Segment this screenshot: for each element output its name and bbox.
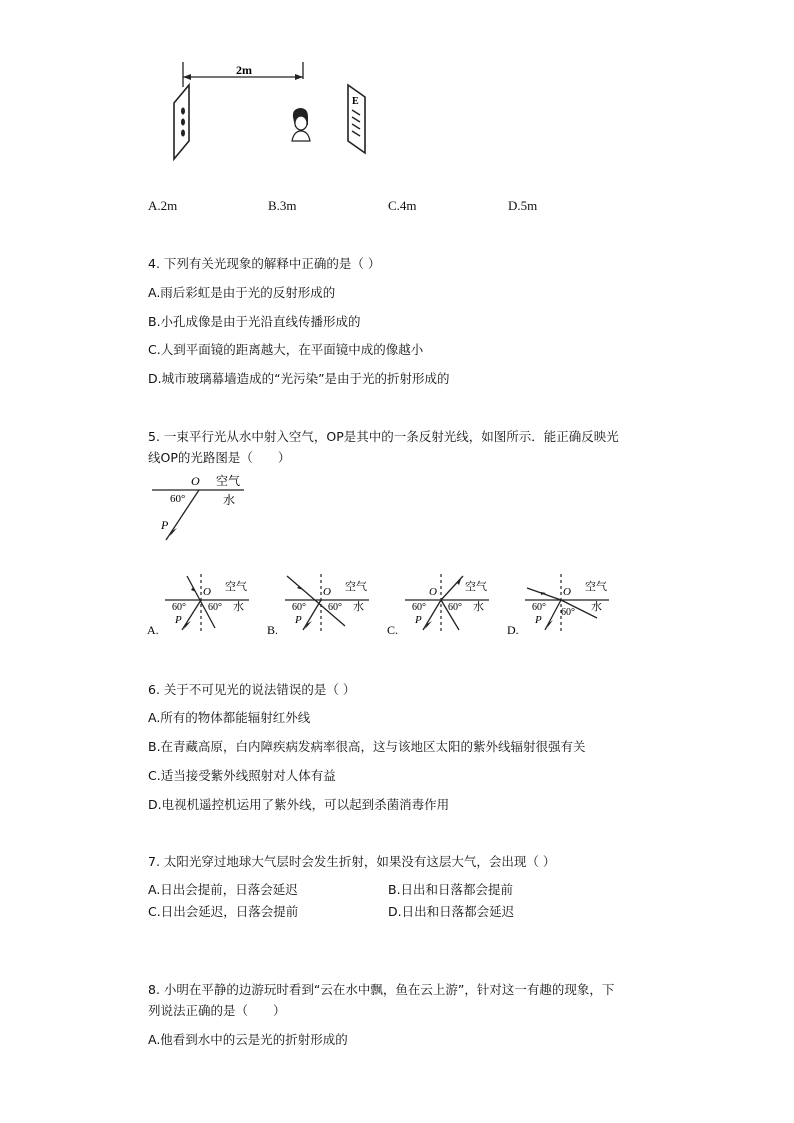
q5-diagram-b-angle-right: 60°: [328, 602, 342, 613]
q5-diagram-a-water-label: 水: [233, 600, 244, 613]
q8-stem-line2: 列说法正确的是（ ）: [148, 1003, 286, 1018]
q3-figure: [160, 55, 390, 165]
q5-diagram-a-label: A.: [147, 623, 159, 637]
q5-diagram-d-o-label: O: [563, 586, 571, 598]
q5-diagram-b-p-label: P: [295, 614, 302, 626]
q3-option-b: B.3m: [268, 198, 297, 213]
q4-stem: 4. 下列有关光现象的解释中正确的是（ ）: [148, 256, 381, 271]
q5-diagram-c-air-label: 空气: [465, 580, 487, 593]
q5-main-angle-label: 60°: [170, 493, 186, 505]
q5-diagram-a-angle-left: 60°: [172, 602, 186, 613]
q7-stem: 7. 太阳光穿过地球大气层时会发生折射，如果没有这层大气，会出现（ ）: [148, 854, 556, 869]
q6-stem: 6. 关于不可见光的说法错误的是（ ）: [148, 682, 356, 697]
q7-option-b: B.日出和日落都会提前: [388, 882, 514, 897]
q5-diagram-a-p-label: P: [175, 614, 182, 626]
q5-diagram-d: [505, 568, 617, 640]
q5-stem-line2: 线OP的光路图是（ ）: [148, 450, 291, 465]
q7-option-d: D.日出和日落都会延迟: [388, 904, 515, 919]
q5-main-air-label: 空气: [216, 474, 241, 488]
q5-main-p-label: P: [161, 518, 169, 532]
q8-stem-line1: 8. 小明在平静的边游玩时看到“云在水中飘，鱼在云上游”，针对这一有趣的现象，下: [148, 982, 615, 997]
q3-option-a: A.2m: [148, 198, 178, 213]
q4-option-a: A.雨后彩虹是由于光的反射形成的: [148, 285, 336, 300]
q5-diagram-d-p-label: P: [535, 614, 542, 626]
q8-option-a: A.他看到水中的云是光的折射形成的: [148, 1032, 348, 1047]
q5-diagram-b-air-label: 空气: [345, 580, 367, 593]
q5-diagram-b-angle-left: 60°: [292, 602, 306, 613]
q6-option-b: B.在青藏高原，白内障疾病发病率很高，这与该地区太阳的紫外线辐射很强有关: [148, 739, 586, 754]
q5-diagram-c-o-label: O: [429, 586, 437, 598]
q5-diagram-a-o-label: O: [203, 586, 211, 598]
q5-diagram-b-o-label: O: [323, 586, 331, 598]
q6-option-d: D.电视机遥控机运用了紫外线，可以起到杀菌消毒作用: [148, 797, 450, 812]
q5-main-diagram: [148, 470, 258, 546]
q4-option-c: C.人到平面镜的距离越大，在平面镜中成的像越小: [148, 342, 424, 357]
q5-diagram-c-angle-left: 60°: [412, 602, 426, 613]
q5-diagram-a: [145, 568, 257, 640]
q6-option-c: C.适当接受紫外线照射对人体有益: [148, 768, 336, 783]
q5-diagram-d-angle-left: 60°: [532, 602, 546, 613]
q5-diagram-d-air-label: 空气: [585, 580, 607, 593]
q3-option-d: D.5m: [508, 198, 538, 213]
eye-chart: [348, 85, 365, 153]
q5-main-water-label: 水: [223, 493, 236, 507]
q6-option-a: A.所有的物体都能辐射红外线: [148, 710, 311, 725]
q5-diagram-b-water-label: 水: [353, 600, 364, 613]
q7-option-c: C.日出会延迟，日落会提前: [148, 904, 299, 919]
q5-diagram-d-label: D.: [507, 623, 519, 637]
person-figure: [292, 108, 310, 141]
q5-diagram-a-angle-right: 60°: [208, 602, 222, 613]
plane-mirror: [174, 85, 189, 159]
q5-diagram-b: [265, 568, 377, 640]
q5-diagram-b-label: B.: [267, 623, 279, 637]
q7-option-a: A.日出会提前，日落会延迟: [148, 882, 298, 897]
q5-diagram-c-label: C.: [387, 623, 399, 637]
q5-diagram-c-angle-right: 60°: [448, 602, 462, 613]
q5-diagram-d-angle-right: 60°: [561, 607, 575, 618]
q3-option-c: C.4m: [388, 198, 417, 213]
q4-option-b: B.小孔成像是由于光沿直线传播形成的: [148, 314, 361, 329]
q3-distance-label: 2m: [236, 63, 252, 77]
q5-main-o-label: O: [191, 474, 200, 488]
q5-diagram-a-air-label: 空气: [225, 580, 247, 593]
q5-stem-line1: 5. 一束平行光从水中射入空气，OP是其中的一条反射光线，如图所示．能正确反映光: [148, 429, 619, 444]
q4-option-d: D.城市玻璃幕墙造成的“光污染”是由于光的折射形成的: [148, 371, 450, 386]
q5-diagram-d-water-label: 水: [591, 600, 602, 613]
q5-diagram-c-p-label: P: [415, 614, 422, 626]
eye-chart-letter: E: [352, 96, 359, 107]
q5-diagram-c: [385, 568, 497, 640]
q5-diagram-c-water-label: 水: [473, 600, 484, 613]
